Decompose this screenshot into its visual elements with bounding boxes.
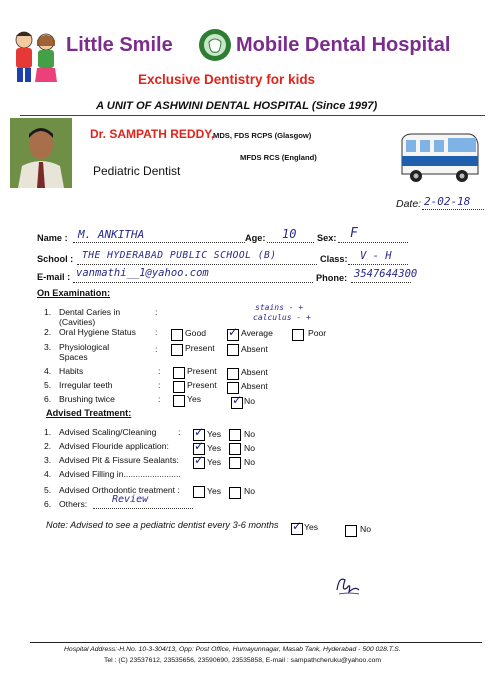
hygiene-poor-checkbox[interactable] [292,329,304,341]
footer-address: Hospital Address:-H.No. 10-3-304/13, Opp: Post Office, Humayunnagar, Masab Tank, Hyderabad - 500 028.T.S. [64,646,401,653]
exam-item-num-4: 4. [44,366,52,376]
habits-present-checkbox[interactable] [173,367,185,379]
exam-item-label-1: Dental Caries in [59,307,121,317]
treatment-label-4: Advised Filling in........................ [59,469,181,479]
mobile-bus-icon [398,130,480,186]
school-label: School : [37,254,74,264]
sex-value: F [350,226,358,241]
name-field-line [73,242,245,243]
treatment-colon-1: : [178,427,181,437]
habits-absent-checkbox[interactable] [227,368,239,380]
brushing-yes-checkbox[interactable] [173,395,185,407]
name-label: Name : [37,233,68,243]
exam-item-label-4: Habits [59,366,84,376]
habits-absent-label: Absent [241,367,268,377]
hygiene-average-checkbox[interactable] [227,329,239,341]
phone-field-line [351,282,411,283]
smile-friendly-text: SMILE FRIENDLY [198,24,232,29]
hospital-title-left: Little Smile [66,34,173,56]
exam-colon-5: : [158,380,161,390]
class-label: Class: [320,254,348,264]
school-field-line [77,264,317,265]
exam-item-num-6: 6. [44,394,52,404]
exam-item-label-1b: (Cavities) [59,317,96,327]
treatment-label-2: Advised Flouride application: [59,441,169,451]
habits-present-label: Present [187,366,217,376]
brushing-no-label: No [244,396,255,406]
exam-item-label-3b: Spaces [59,352,88,362]
hygiene-average-label: Average [241,328,273,338]
scaling-no-checkbox[interactable] [229,429,241,441]
age-field-line [267,242,314,243]
spaces-present-checkbox[interactable] [171,344,183,356]
exam-colon-6: : [158,394,161,404]
hygiene-poor-label: Poor [308,328,327,338]
hospital-subtitle: Exclusive Dentistry for kids [138,72,316,87]
irregular-absent-label: Absent [241,381,268,391]
sex-field-line [338,242,408,243]
treatment-label-5: Advised Orthodontic treatment : [59,485,180,495]
phone-value: 3547644300 [354,268,418,280]
sealants-no-label: No [244,457,255,467]
treatment-num-3: 3. [44,455,52,465]
sealants-yes-label: Yes [207,457,222,467]
email-field-line [73,282,313,283]
caries-note-2: calculus - + [253,313,311,322]
school-value: THE HYDERABAD PUBLIC SCHOOL (B) [82,250,277,261]
caries-note-1: stains - + [255,303,304,312]
treatment-num-1: 1. [44,427,52,437]
phone-label: Phone: [316,273,348,283]
brushing-yes-label: Yes [187,394,202,404]
fluoride-no-checkbox[interactable] [229,443,241,455]
note-text: Note: Advised to see a pediatric dentist every 3-6 months [46,520,279,530]
exam-colon-3: : [155,344,158,354]
date-label: Date: [396,198,422,210]
sex-label: Sex: [317,233,337,243]
email-label: E-mail : [37,272,71,282]
age-value: 10 [282,227,297,241]
doctor-photo [10,118,72,188]
note-no-checkbox[interactable] [345,525,357,537]
date-field-line [422,209,484,210]
treatment-num-6: 6. [44,499,52,509]
treatment-heading: Advised Treatment: [46,408,132,418]
fluoride-no-label: No [244,443,255,453]
spaces-absent-label: Absent [241,344,268,354]
exam-item-num-3: 3. [44,342,52,352]
treatment-label-6: Others: [59,499,88,509]
doctor-name: Dr. SAMPATH REDDY, [90,127,215,141]
exam-item-label-5: Irregular teeth [59,380,113,390]
ortho-yes-checkbox[interactable] [193,486,205,498]
sealants-no-checkbox[interactable] [229,457,241,469]
treatment-label-1: Advised Scaling/Cleaning [59,427,157,437]
exam-item-num-2: 2. [44,327,52,337]
scaling-no-label: No [244,429,255,439]
ortho-no-label: No [244,486,255,496]
unit-line: A UNIT OF ASHWINI DENTAL HOSPITAL (Since 1997) [96,100,378,112]
fluoride-yes-label: Yes [207,443,222,453]
spaces-absent-checkbox[interactable] [227,344,239,356]
hygiene-good-checkbox[interactable] [171,329,183,341]
exam-item-label-3: Physiological [59,342,110,352]
hospital-title-right: Mobile Dental Hospital [236,34,451,56]
sealants-yes-checkbox[interactable] [193,457,205,469]
exam-item-num-5: 5. [44,380,52,390]
spaces-present-label: Present [185,343,215,353]
exam-item-num-1: 1. [44,307,52,317]
scaling-yes-label: Yes [207,429,222,439]
class-value: V - H [360,250,392,262]
treatment-num-5: 5. [44,485,52,495]
footer-contact: Tel : (C) 23537612, 23535656, 23590690, 23535858, E-mail : sampathcheruku@yahoo.com [104,657,382,664]
treatment-label-3: Advised Pit & Fissure Sealants: [59,455,179,465]
doctor-role: Pediatric Dentist [93,164,181,178]
ortho-no-checkbox[interactable] [229,487,241,499]
hygiene-good-label: Good [185,328,207,338]
smile-friendly-logo [198,24,232,62]
date-value: 2-02-18 [424,195,471,208]
class-field-line [348,264,408,265]
treatment-num-4: 4. [44,469,52,479]
irregular-present-label: Present [187,380,217,390]
others-value: Review [112,494,149,505]
exam-item-label-2: Oral Hygiene Status [59,327,136,337]
others-field-line [93,508,193,509]
note-yes-label: Yes [304,522,319,532]
exam-colon-4: : [158,366,161,376]
ortho-yes-label: Yes [207,486,222,496]
irregular-present-checkbox[interactable] [173,381,185,393]
kids-logo [6,28,64,86]
exam-item-label-6: Brushing twice [59,394,115,404]
exam-colon-1: : [155,307,158,317]
name-value: M. ANKITHA [78,228,145,241]
footer-rule [30,642,482,643]
header-rule [20,115,485,116]
examination-heading: On Examination: [37,288,110,298]
doctor-quals-1: MDS, FDS RCPS (Glasgow) [213,131,312,140]
treatment-num-2: 2. [44,441,52,451]
doctor-signature [333,572,363,598]
exam-colon-2: : [155,327,158,337]
email-value: vanmathi__1@yahoo.com [76,267,209,279]
age-label: Age: [245,233,266,243]
note-no-label: No [360,524,371,534]
note-yes-checkbox[interactable] [291,523,303,535]
brushing-no-checkbox[interactable] [231,397,243,409]
doctor-quals-2: MFDS RCS (England) [240,153,317,162]
